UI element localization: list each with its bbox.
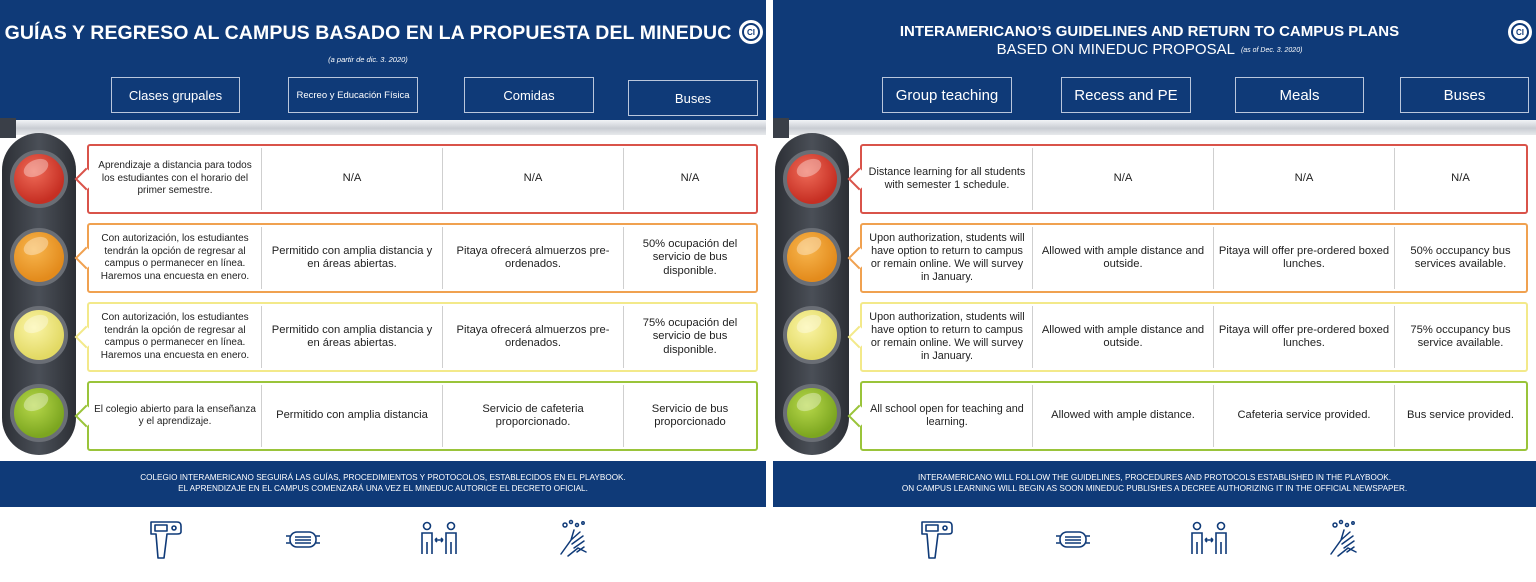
footer-line-2: EL APRENDIZAJE EN EL CAMPUS COMENZARÁ UNA VEZ EL MINEDUC AUTORICE EL DECRETO OFICIAL.	[178, 484, 588, 494]
row-cell-meals: Cafeteria service provided.	[1213, 385, 1394, 447]
header	[773, 0, 1536, 120]
orange-lamp-icon	[783, 228, 841, 286]
row-cell-buses: 75% ocupación del servicio de bus disponible.	[623, 306, 756, 368]
footer-banner	[773, 461, 1536, 507]
table-row-green	[87, 381, 758, 451]
row-cell-meals: Pitaya ofrecerá almuerzos pre-ordenados.	[442, 306, 623, 368]
category-group-teaching: Group teaching	[882, 77, 1012, 113]
row-cell-recess: N/A	[261, 148, 442, 210]
row-cell-meals: Pitaya will offer pre-ordered boxed lunches.	[1213, 227, 1394, 289]
row-cell-recess: Allowed with ample distance.	[1032, 385, 1213, 447]
row-cell-meals: Servicio de cafeteria proporcionado.	[442, 385, 623, 447]
row-cell-recess: Permitido con amplia distancia y en áreas abiertas.	[261, 227, 442, 289]
footer-line-1: INTERAMERICANO WILL FOLLOW THE GUIDELINES, PROCEDURES AND PROTOCOLS ESTABLISHED IN THE PLAYBOOK.	[917, 473, 1391, 482]
category-buses: Buses	[1400, 77, 1529, 113]
social-distancing-icon	[1189, 518, 1229, 560]
spanish-panel	[0, 0, 766, 582]
row-cell-meals: Pitaya ofrecerá almuerzos pre-ordenados.	[442, 227, 623, 289]
school-crest-icon: CI	[1508, 20, 1532, 44]
green-lamp-icon	[783, 384, 841, 442]
yellow-lamp-icon	[10, 306, 68, 364]
face-mask-icon	[1053, 518, 1093, 560]
category-meals: Meals	[1235, 77, 1364, 113]
rail-divider	[0, 120, 766, 135]
table-row-red	[860, 144, 1528, 214]
footer-line-1: COLEGIO INTERAMERICANO SEGUIRÁ LAS GUÍAS, PROCEDIMIENTOS Y PROTOCOLOS, ESTABLECIDOS EN EL PLAYBOOK.	[140, 473, 626, 482]
row-cell-group-teaching: Con autorización, los estudiantes tendrán la opción de regresar al campus o permanecer en línea. Haremos una encuesta en enero.	[100, 312, 250, 361]
thermometer-icon	[918, 518, 958, 560]
category-meals: Comidas	[464, 77, 594, 113]
green-lamp-icon	[10, 384, 68, 442]
traffic-light	[775, 133, 849, 455]
face-mask-icon	[283, 518, 323, 560]
row-cell-group-teaching: Aprendizaje a distancia para todos los estudiantes con el horario del primer semestre.	[98, 160, 252, 197]
red-lamp-icon	[10, 150, 68, 208]
table-row-orange	[860, 223, 1528, 293]
hand-washing-icon	[1326, 518, 1366, 560]
category-recess-pe: Recess and PE	[1061, 77, 1191, 113]
rail-cap	[0, 118, 16, 138]
row-cell-meals: N/A	[442, 148, 623, 210]
page-title: INTERAMERICANO’S GUIDELINES AND RETURN TO CAMPUS PLANS	[899, 23, 1400, 40]
orange-lamp-icon	[10, 228, 68, 286]
row-cell-buses: 50% occupancy bus services available.	[1394, 227, 1526, 289]
row-cell-group-teaching: El colegio abierto para la enseñanza y el aprendizaje.	[94, 403, 256, 427]
yellow-lamp-icon	[783, 306, 841, 364]
social-distancing-icon	[419, 518, 459, 560]
school-crest-icon: CI	[739, 20, 763, 44]
category-group-teaching: Clases grupales	[111, 77, 240, 113]
table-row-yellow	[860, 302, 1528, 372]
row-cell-recess: Allowed with ample distance and outside.	[1032, 227, 1213, 289]
table-row-red	[87, 144, 758, 214]
panel-divider	[766, 0, 773, 582]
category-buses: Buses	[628, 80, 758, 116]
row-cell-recess: Permitido con amplia distancia y en áreas abiertas.	[261, 306, 442, 368]
subtitle-text: BASED ON MINEDUC PROPOSAL	[996, 41, 1235, 58]
rail-cap	[773, 118, 789, 138]
hand-washing-icon	[556, 518, 596, 560]
row-cell-buses: N/A	[623, 148, 756, 210]
row-cell-recess: N/A	[1032, 148, 1213, 210]
english-panel	[773, 0, 1536, 582]
row-cell-buses: 75% occupancy bus service available.	[1394, 306, 1526, 368]
row-cell-group-teaching: Upon authorization, students will have option to return to campus or remain online. We will survey in January.	[869, 231, 1025, 284]
table-row-orange	[87, 223, 758, 293]
table-row-yellow	[87, 302, 758, 372]
page-title: GUÍAS Y REGRESO AL CAMPUS BASADO EN LA PROPUESTA DEL MINEDUC	[4, 22, 732, 44]
thermometer-icon	[147, 518, 187, 560]
row-cell-buses: N/A	[1394, 148, 1526, 210]
category-recess-pe: Recreo y Educación Física	[288, 77, 418, 113]
row-cell-group-teaching: Upon authorization, students will have option to return to campus or remain online. We will survey in January.	[869, 310, 1025, 363]
footer-banner	[0, 461, 766, 507]
row-cell-recess: Permitido con amplia distancia	[261, 385, 442, 447]
row-cell-group-teaching: Distance learning for all students with semester 1 schedule.	[868, 165, 1026, 191]
rail-divider	[773, 120, 1536, 135]
row-cell-group-teaching: All school open for teaching and learning.	[870, 402, 1024, 428]
table-row-green	[860, 381, 1528, 451]
date-note: (a partir de dic. 3. 2020)	[328, 55, 408, 64]
red-lamp-icon	[783, 150, 841, 208]
row-cell-meals: Pitaya will offer pre-ordered boxed lunches.	[1213, 306, 1394, 368]
row-cell-buses: 50% ocupación del servicio de bus disponible.	[623, 227, 756, 289]
row-cell-buses: Bus service provided.	[1394, 385, 1526, 447]
row-cell-buses: Servicio de bus proporcionado	[623, 385, 756, 447]
header	[0, 0, 766, 120]
date-note: (as of Dec. 3. 2020)	[1240, 46, 1303, 54]
page-subtitle	[773, 41, 1536, 58]
footer-line-2: ON CAMPUS LEARNING WILL BEGIN AS SOON MINEDUC PUBLISHES A DECREE AUTHORIZING IT IN THE OFFICIAL NEWSPAPER.	[901, 484, 1408, 494]
row-cell-group-teaching: Con autorización, los estudiantes tendrán la opción de regresar al campus o permanecer en línea. Haremos una encuesta en enero.	[100, 233, 250, 282]
row-cell-recess: Allowed with ample distance and outside.	[1032, 306, 1213, 368]
row-cell-meals: N/A	[1213, 148, 1394, 210]
traffic-light	[2, 133, 76, 455]
